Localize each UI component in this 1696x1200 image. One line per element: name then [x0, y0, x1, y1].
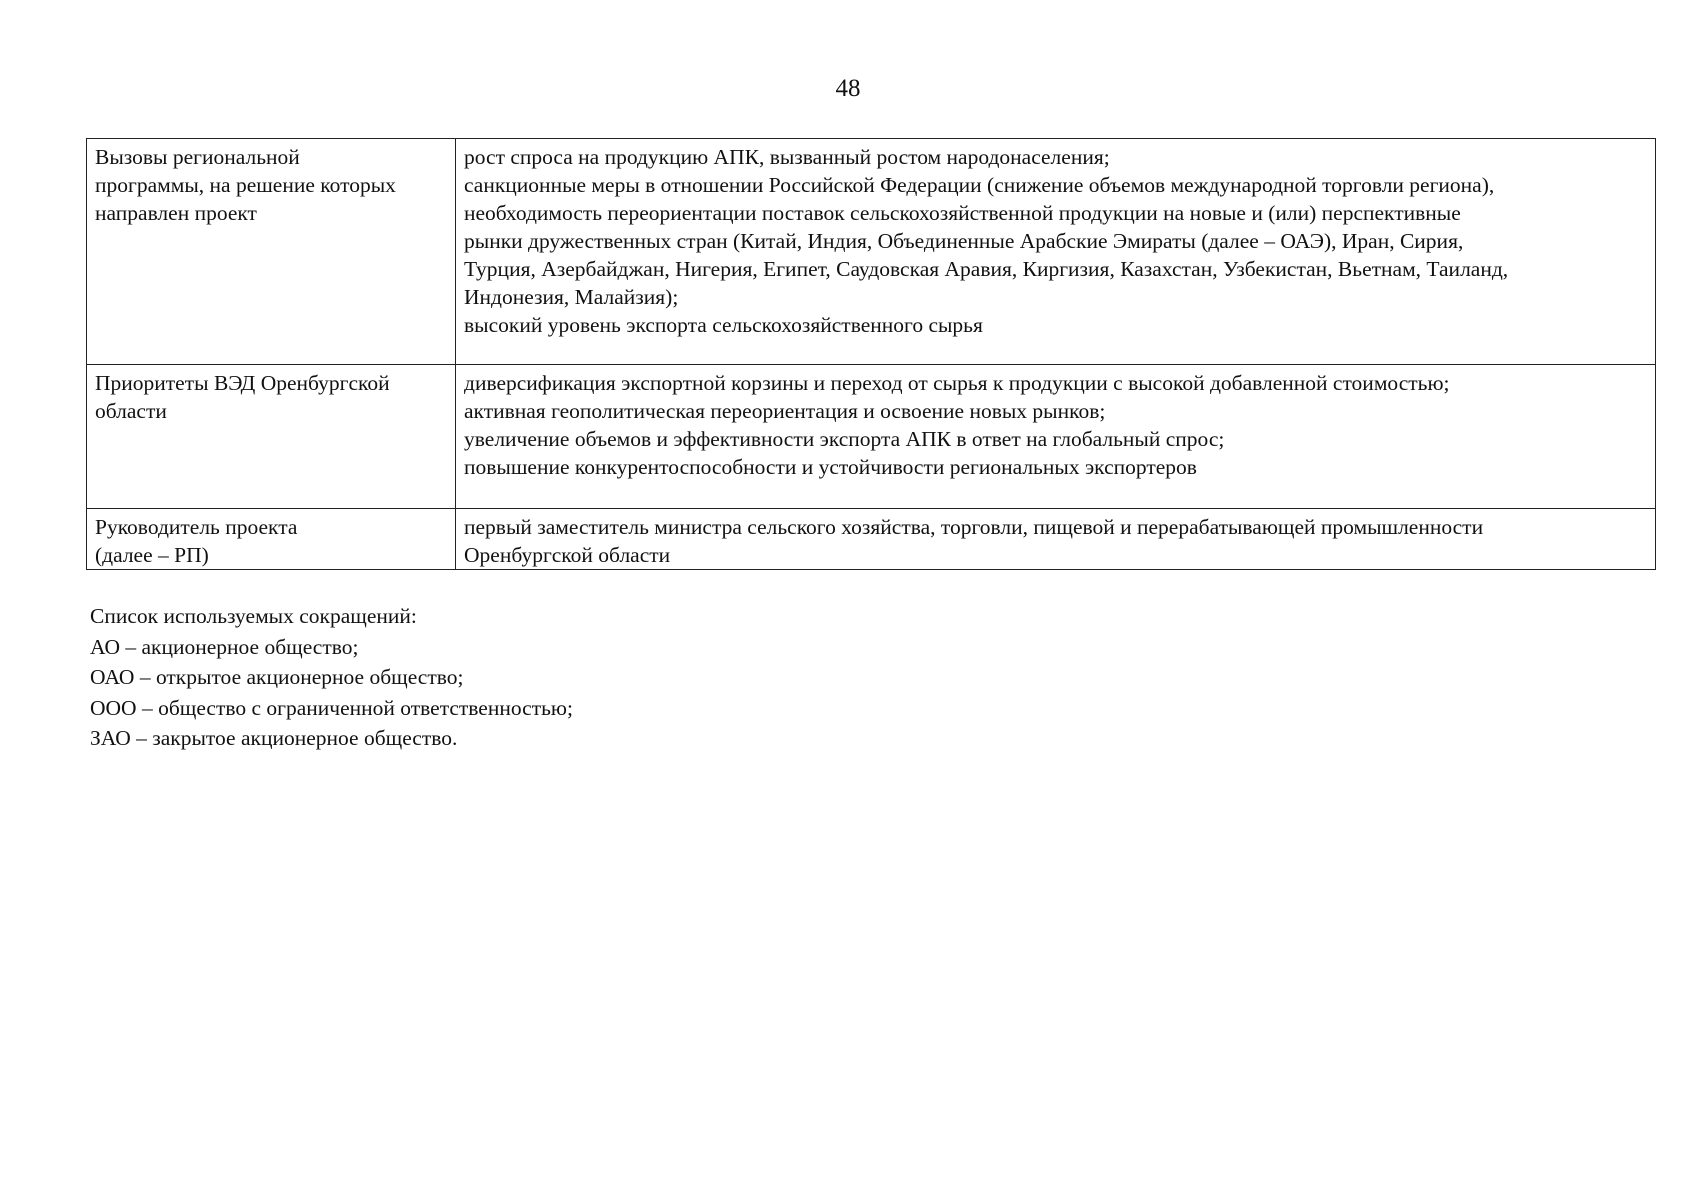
content-line: необходимость переориентации поставок сельскохозяйственной продукции на новые и (или) перспективные — [464, 201, 1461, 225]
content-line: активная геополитическая переориентация и освоение новых рынков; — [464, 399, 1106, 423]
abbreviation-item: АО – акционерное общество; — [90, 634, 359, 659]
row-content — [456, 509, 1656, 570]
label-line: области — [95, 399, 167, 423]
content-line: санкционные меры в отношении Российской Федерации (снижение объемов международной торговли региона), — [464, 173, 1495, 197]
table-row — [87, 509, 1656, 570]
label-line: направлен проект — [95, 201, 257, 225]
row-content — [456, 365, 1656, 509]
row-label — [87, 509, 456, 570]
table-row — [87, 139, 1656, 365]
abbreviation-item: ЗАО – закрытое акционерное общество. — [90, 726, 458, 750]
content-line: повышение конкурентоспособности и устойчивости региональных экспортеров — [464, 455, 1197, 479]
content-line: Индонезия, Малайзия); — [464, 285, 679, 309]
label-line: (далее – РП) — [95, 543, 209, 567]
label-line: программы, на решение которых — [95, 173, 396, 197]
label-line: Приоритеты ВЭД Оренбургской — [95, 371, 390, 395]
content-line: рынки дружественных стран (Китай, Индия, Объединенные Арабские Эмираты (далее – ОАЭ), Иран, Сирия, — [464, 229, 1464, 253]
content-line: рост спроса на продукцию АПК, вызванный ростом народонаселения; — [464, 145, 1110, 169]
label-line: Руководитель проекта — [95, 515, 298, 539]
row-content — [456, 139, 1656, 365]
abbreviations-title: Список используемых сокращений: — [90, 604, 417, 628]
page-number: 48 — [835, 75, 861, 102]
table-row — [87, 365, 1656, 509]
abbreviations-list — [90, 601, 573, 754]
row-label — [87, 365, 456, 509]
content-line: Турция, Азербайджан, Нигерия, Египет, Саудовская Аравия, Киргизия, Казахстан, Узбекистан, Вьетнам, Таиланд, — [464, 257, 1509, 281]
content-line: увеличение объемов и эффективности экспорта АПК в ответ на глобальный спрос; — [464, 427, 1225, 451]
abbreviation-item: ООО – общество с ограниченной ответственностью; — [90, 695, 573, 720]
project-info-table — [86, 138, 1656, 570]
label-line: Вызовы региональной — [95, 145, 300, 169]
abbreviation-item: ОАО – открытое акционерное общество; — [90, 665, 464, 689]
content-line: Оренбургской области — [464, 543, 671, 567]
content-line: высокий уровень экспорта сельскохозяйственного сырья — [464, 313, 983, 337]
content-line: первый заместитель министра сельского хозяйства, торговли, пищевой и перерабатывающей промышленности — [464, 515, 1484, 539]
content-line: диверсификация экспортной корзины и переход от сырья к продукции с высокой добавленной стоимостью; — [464, 371, 1450, 395]
row-label — [87, 139, 456, 365]
